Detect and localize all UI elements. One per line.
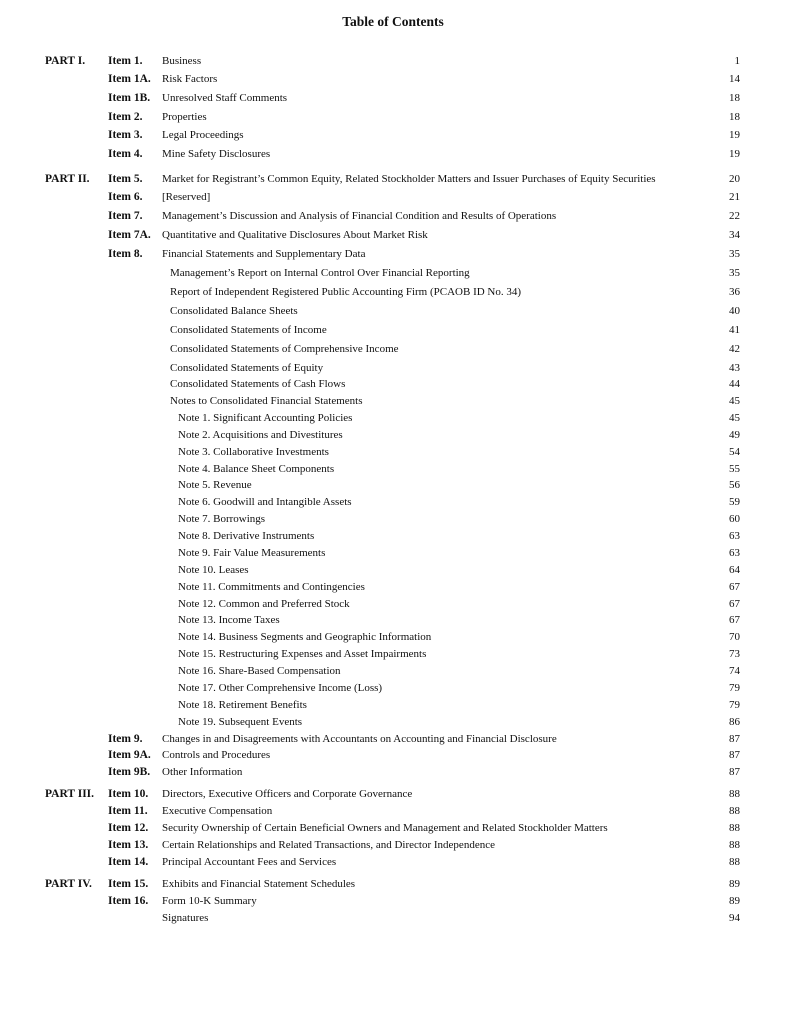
- toc-page-number: 94: [729, 912, 740, 924]
- toc-part-label: PART I.: [45, 55, 86, 67]
- toc-entry: [0, 360, 786, 376]
- toc-page-number: 35: [729, 267, 740, 279]
- toc-page-number: 63: [729, 547, 740, 559]
- toc-entry-title: Quantitative and Qualitative Disclosures About Market Risk: [162, 229, 428, 241]
- toc-page-number: 35: [729, 248, 740, 260]
- toc-entry-title: Certain Relationships and Related Transactions, and Director Independence: [162, 839, 495, 851]
- toc-item-label: Item 14.: [108, 856, 149, 868]
- toc-entry: [0, 747, 786, 763]
- toc-entry: [0, 893, 786, 909]
- toc-entry: [0, 189, 786, 205]
- toc-entry-title: Security Ownership of Certain Beneficial Owners and Management and Related Stockholder Matters: [162, 822, 608, 834]
- toc-entry: [0, 528, 786, 544]
- toc-entry-title: Note 5. Revenue: [178, 479, 252, 491]
- toc-page-number: 88: [729, 805, 740, 817]
- toc-item-label: Item 1B.: [108, 92, 151, 104]
- toc-entry-title: Mine Safety Disclosures: [162, 148, 271, 160]
- toc-entry: [0, 284, 786, 300]
- toc-entry: [0, 322, 786, 338]
- toc-entry-title: Management’s Report on Internal Control Over Financial Reporting: [170, 267, 470, 279]
- toc-entry-title: Other Information: [162, 766, 243, 778]
- toc-entry: [0, 410, 786, 426]
- toc-entry-title: Form 10-K Summary: [162, 895, 257, 907]
- toc-entry: [0, 714, 786, 730]
- toc-entry: [0, 127, 786, 143]
- toc-entry: [0, 376, 786, 392]
- toc-entry-title: Note 15. Restructuring Expenses and Asset Impairments: [178, 648, 427, 660]
- toc-page-number: 60: [729, 513, 740, 525]
- toc-entry: [0, 646, 786, 662]
- toc-page-number: 79: [729, 699, 740, 711]
- toc-entry: [0, 494, 786, 510]
- toc-entry-title: Note 8. Derivative Instruments: [178, 530, 315, 542]
- toc-page-number: 56: [729, 479, 740, 491]
- toc-page-number: 55: [729, 463, 740, 475]
- toc-page-number: 36: [729, 286, 740, 298]
- toc-entry-title: Consolidated Statements of Cash Flows: [170, 378, 346, 390]
- toc-page-number: 21: [729, 191, 740, 203]
- toc-entry: [0, 477, 786, 493]
- toc-item-label: Item 12.: [108, 822, 149, 834]
- toc-entry: [0, 663, 786, 679]
- toc-page-number: 20: [729, 173, 740, 185]
- toc-page-number: 18: [729, 92, 740, 104]
- toc-entry: [0, 427, 786, 443]
- toc-entry-title: Financial Statements and Supplementary Data: [162, 248, 366, 260]
- toc-entry-title: Note 10. Leases: [178, 564, 249, 576]
- toc-page-number: 18: [729, 111, 740, 123]
- toc-page-number: 87: [729, 749, 740, 761]
- toc-entry-title: Unresolved Staff Comments: [162, 92, 288, 104]
- toc-page-number: 19: [729, 148, 740, 160]
- toc-item-label: Item 9B.: [108, 766, 151, 778]
- toc-entry: [0, 227, 786, 243]
- toc-entry: [0, 629, 786, 645]
- toc-page-number: 45: [729, 412, 740, 424]
- toc-entry: [0, 731, 786, 747]
- toc-entry-title: Signatures: [162, 912, 209, 924]
- toc-entry: [0, 171, 786, 187]
- toc-entry: [0, 764, 786, 780]
- toc-entry-title: Notes to Consolidated Financial Statements: [170, 395, 363, 407]
- toc-entry: [0, 837, 786, 853]
- toc-entry: [0, 803, 786, 819]
- toc-entry-title: Note 4. Balance Sheet Components: [178, 463, 335, 475]
- toc-entry-title: Consolidated Balance Sheets: [170, 305, 298, 317]
- toc-entry-title: Note 9. Fair Value Measurements: [178, 547, 326, 559]
- toc-item-label: Item 8.: [108, 248, 143, 260]
- toc-page-number: 43: [729, 362, 740, 374]
- toc-item-label: Item 9A.: [108, 749, 151, 761]
- toc-entry-title: Business: [162, 55, 202, 67]
- toc-item-label: Item 7.: [108, 210, 143, 222]
- toc-page-number: 88: [729, 788, 740, 800]
- toc-entry-title: Management’s Discussion and Analysis of Financial Condition and Results of Operations: [162, 210, 557, 222]
- toc-entry-title: Directors, Executive Officers and Corporate Governance: [162, 788, 413, 800]
- toc-page-number: 44: [729, 378, 740, 390]
- toc-entry-title: Note 12. Common and Preferred Stock: [178, 598, 350, 610]
- toc-item-label: Item 1A.: [108, 73, 151, 85]
- toc-entry: [0, 341, 786, 357]
- toc-entry: [0, 876, 786, 892]
- toc-part-label: PART III.: [45, 788, 95, 800]
- toc-item-label: Item 5.: [108, 173, 143, 185]
- toc-entry-title: Note 14. Business Segments and Geographic Information: [178, 631, 432, 643]
- toc-item-label: Item 2.: [108, 111, 143, 123]
- toc-page-number: 64: [729, 564, 740, 576]
- toc-entry-title: Changes in and Disagreements with Accountants on Accounting and Financial Disclosure: [162, 733, 557, 745]
- toc-entry-title: Principal Accountant Fees and Services: [162, 856, 337, 868]
- toc-entry-title: Consolidated Statements of Equity: [170, 362, 324, 374]
- toc-entry: [0, 511, 786, 527]
- toc-entry-title: Consolidated Statements of Income: [170, 324, 327, 336]
- toc-entry: [0, 612, 786, 628]
- toc-page-number: 67: [729, 614, 740, 626]
- toc-entry: [0, 562, 786, 578]
- toc-item-label: Item 16.: [108, 895, 149, 907]
- toc-page-number: 45: [729, 395, 740, 407]
- toc-page-number: 88: [729, 839, 740, 851]
- toc-page-number: 79: [729, 682, 740, 694]
- toc-entry-title: Controls and Procedures: [162, 749, 271, 761]
- toc-page-number: 88: [729, 856, 740, 868]
- toc-page-number: 14: [729, 73, 740, 85]
- toc-entry-title: Note 2. Acquisitions and Divestitures: [178, 429, 343, 441]
- toc-entry-title: Note 18. Retirement Benefits: [178, 699, 307, 711]
- toc-entry: [0, 444, 786, 460]
- toc-entry-title: Note 17. Other Comprehensive Income (Loss): [178, 682, 383, 694]
- toc-entry-title: Executive Compensation: [162, 805, 273, 817]
- toc-page-number: 89: [729, 895, 740, 907]
- toc-page-number: 63: [729, 530, 740, 542]
- toc-part-label: PART IV.: [45, 878, 92, 890]
- toc-page-number: 54: [729, 446, 740, 458]
- toc-entry: [0, 680, 786, 696]
- toc-item-label: Item 4.: [108, 148, 143, 160]
- toc-part-label: PART II.: [45, 173, 90, 185]
- toc-page-number: 42: [729, 343, 740, 355]
- toc-entry-title: Note 19. Subsequent Events: [178, 716, 303, 728]
- toc-entry-title: Note 6. Goodwill and Intangible Assets: [178, 496, 352, 508]
- toc-entry: [0, 786, 786, 802]
- toc-entry: [0, 461, 786, 477]
- toc-entry: [0, 545, 786, 561]
- toc-entry: [0, 265, 786, 281]
- toc-page-number: 88: [729, 822, 740, 834]
- toc-item-label: Item 13.: [108, 839, 149, 851]
- toc-entry-title: Risk Factors: [162, 73, 218, 85]
- toc-entry-title: Note 1. Significant Accounting Policies: [178, 412, 353, 424]
- toc-entry: [0, 109, 786, 125]
- toc-entry-title: Note 13. Income Taxes: [178, 614, 280, 626]
- toc-item-label: Item 3.: [108, 129, 143, 141]
- toc-entry: [0, 596, 786, 612]
- toc-entry-title: Market for Registrant’s Common Equity, Related Stockholder Matters and Issuer Purchases of Equity Securities: [162, 173, 656, 185]
- toc-item-label: Item 15.: [108, 878, 149, 890]
- toc-page-number: 40: [729, 305, 740, 317]
- toc-entry: [0, 246, 786, 262]
- toc-page-number: 19: [729, 129, 740, 141]
- toc-page-number: 70: [729, 631, 740, 643]
- toc-page-number: 1: [734, 55, 740, 67]
- toc-page-number: 89: [729, 878, 740, 890]
- toc-page-number: 74: [729, 665, 740, 677]
- toc-entry-title: Legal Proceedings: [162, 129, 244, 141]
- toc-page-number: 67: [729, 598, 740, 610]
- toc-entry-title: Report of Independent Registered Public Accounting Firm (PCAOB ID No. 34): [170, 286, 522, 298]
- toc-page-number: 41: [729, 324, 740, 336]
- toc-item-label: Item 1.: [108, 55, 143, 67]
- toc-entry-title: Note 16. Share-Based Compensation: [178, 665, 341, 677]
- toc-page-number: 59: [729, 496, 740, 508]
- toc-entry-title: Exhibits and Financial Statement Schedules: [162, 878, 356, 890]
- toc-entry: [0, 71, 786, 87]
- toc-entry: [0, 90, 786, 106]
- toc-entry-title: Consolidated Statements of Comprehensive Income: [170, 343, 399, 355]
- toc-entry: [0, 697, 786, 713]
- toc-entry: [0, 820, 786, 836]
- toc-entry-title: Note 11. Commitments and Contingencies: [178, 581, 365, 593]
- toc-entry: [0, 393, 786, 409]
- toc-page-number: 73: [729, 648, 740, 660]
- toc-page-number: 34: [729, 229, 740, 241]
- toc-page-number: 22: [729, 210, 740, 222]
- toc-page-number: 87: [729, 766, 740, 778]
- toc-page-number: 49: [729, 429, 740, 441]
- toc-entry: [0, 303, 786, 319]
- toc-item-label: Item 9.: [108, 733, 143, 745]
- page-title: Table of Contents: [342, 14, 444, 29]
- toc-entry: [0, 208, 786, 224]
- toc-page-number: 67: [729, 581, 740, 593]
- toc-entry-title: [Reserved]: [162, 191, 211, 203]
- toc-item-label: Item 7A.: [108, 229, 151, 241]
- toc-entry-title: Note 3. Collaborative Investments: [178, 446, 329, 458]
- toc-entry: [0, 146, 786, 162]
- toc-item-label: Item 10.: [108, 788, 149, 800]
- toc-entry: [0, 854, 786, 870]
- toc-entry: [0, 910, 786, 926]
- toc-page-number: 86: [729, 716, 740, 728]
- toc-item-label: Item 6.: [108, 191, 143, 203]
- toc-item-label: Item 11.: [108, 805, 148, 817]
- toc-entry-title: Properties: [162, 111, 207, 123]
- toc-entry: [0, 53, 786, 69]
- toc-page-number: 87: [729, 733, 740, 745]
- toc-entry: [0, 579, 786, 595]
- toc-entry-title: Note 7. Borrowings: [178, 513, 266, 525]
